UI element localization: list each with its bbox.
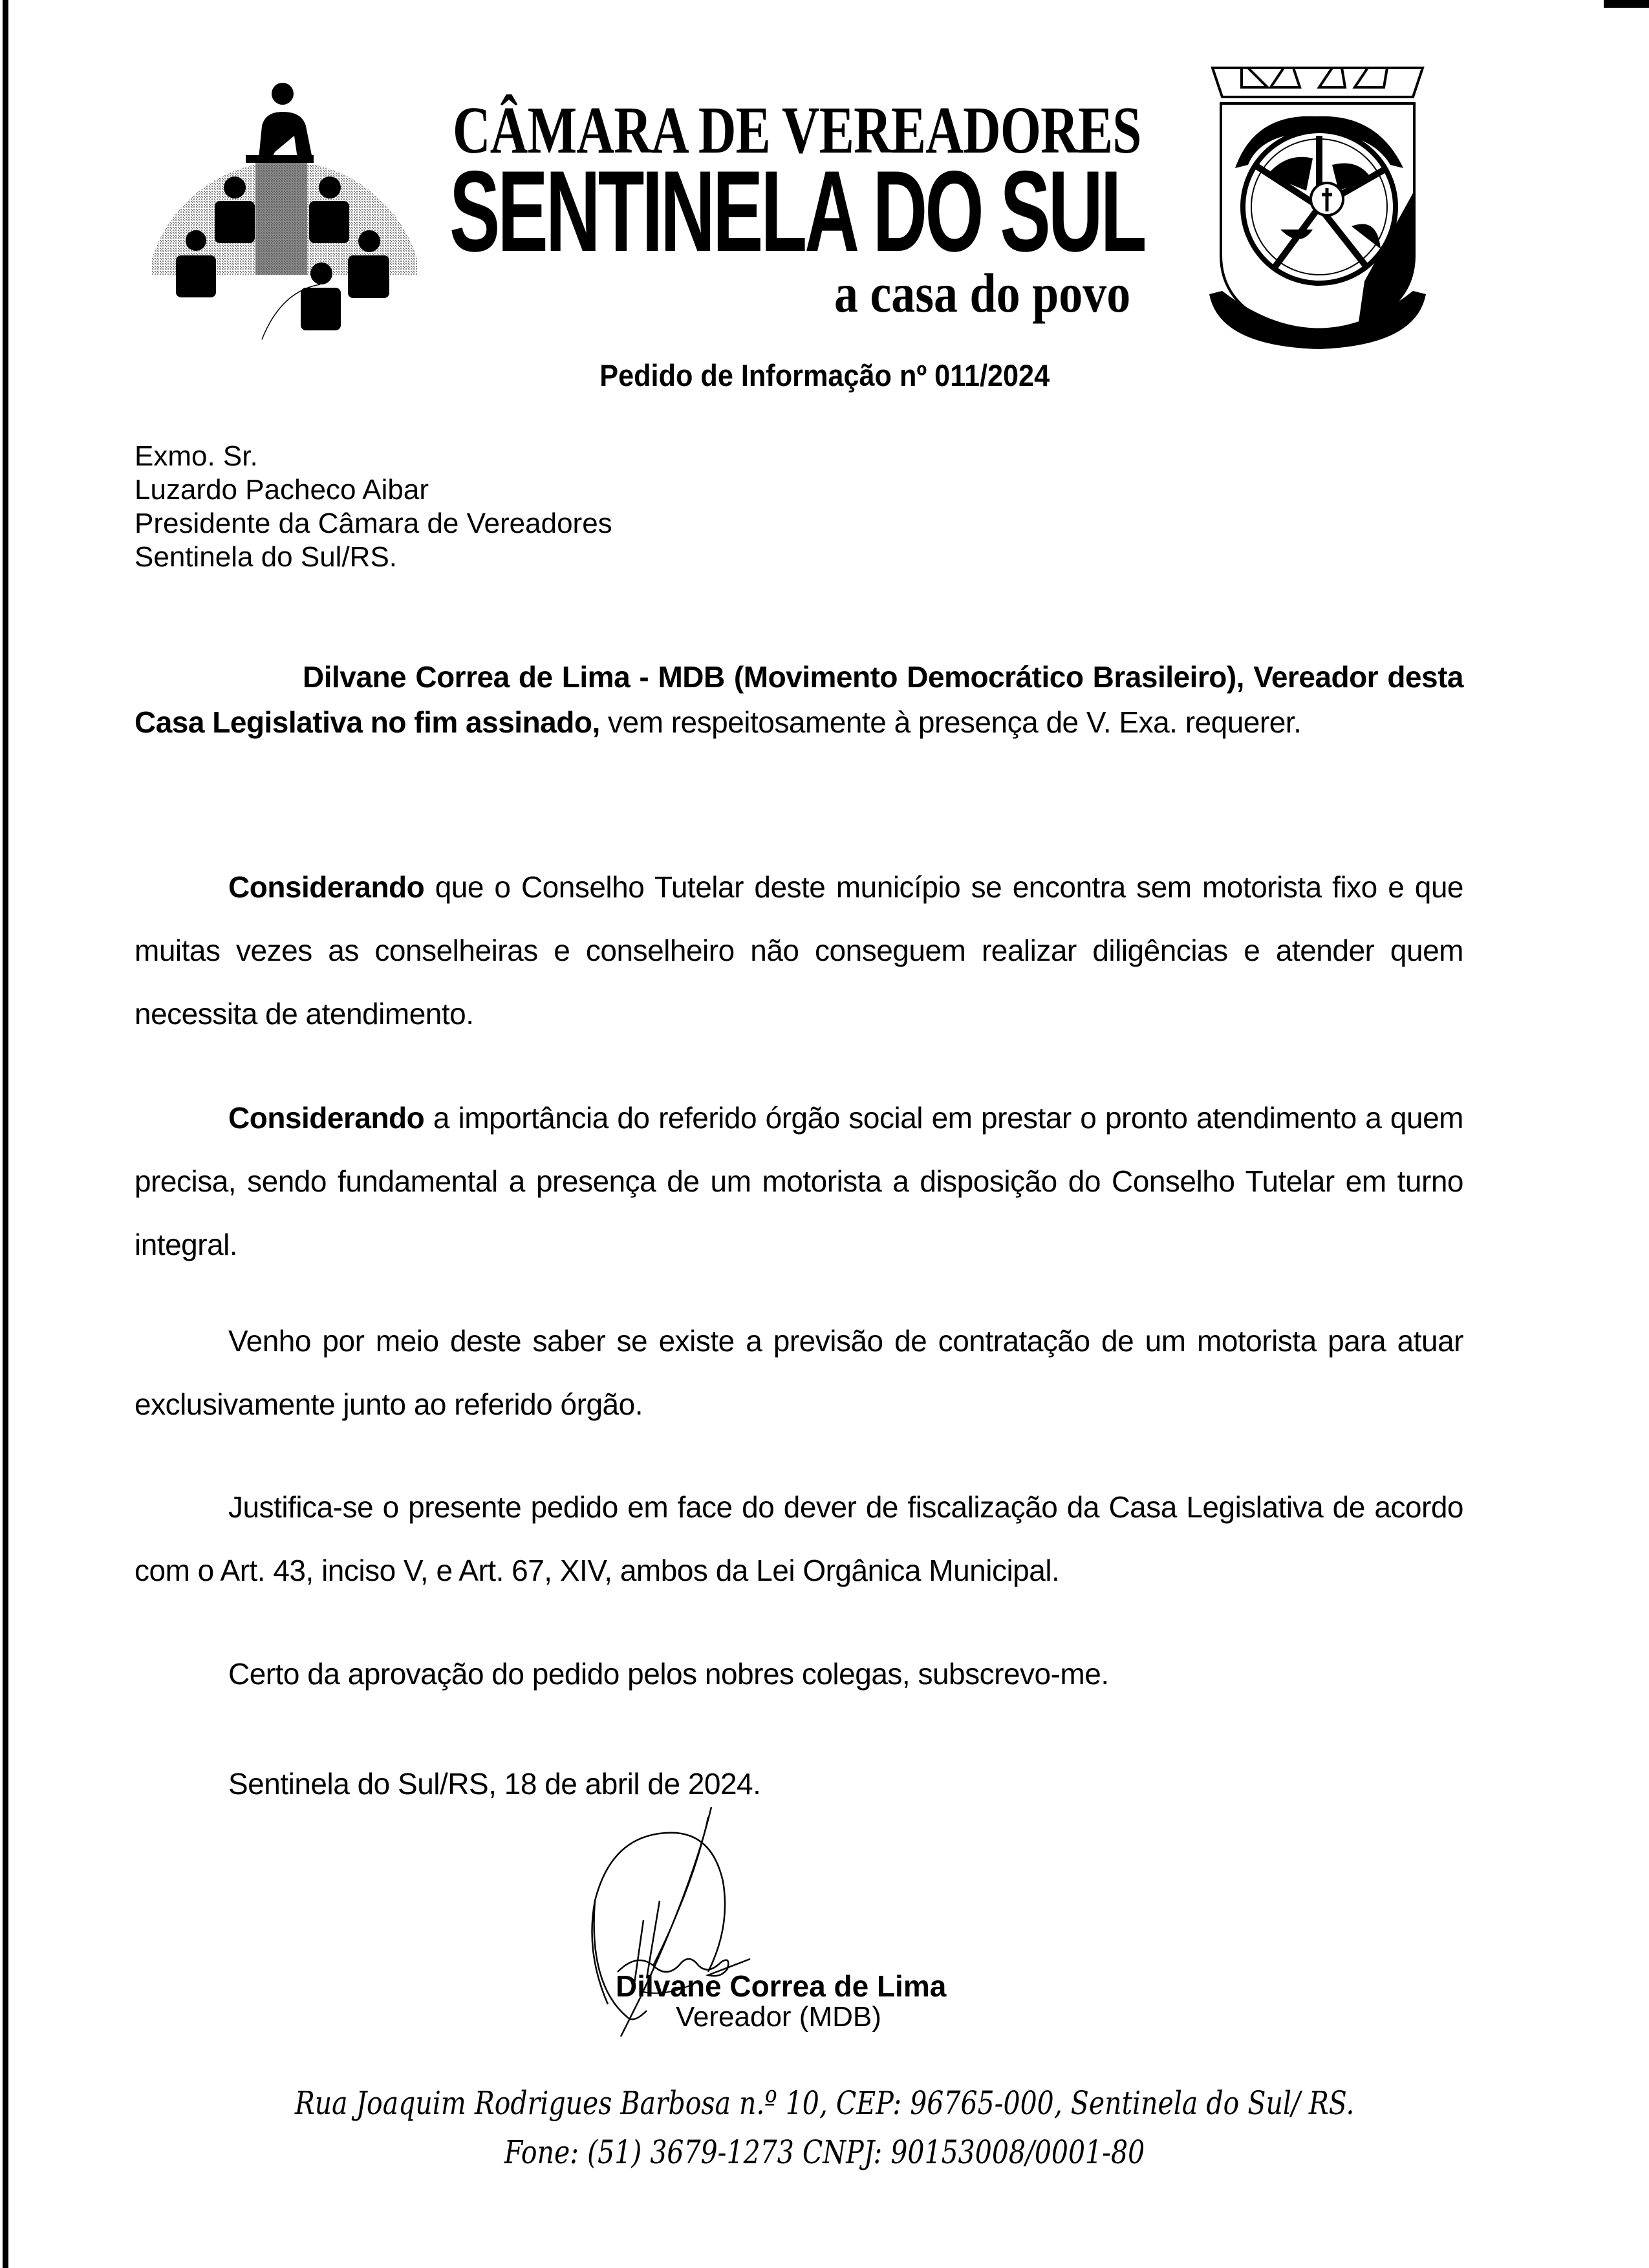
chamber-tagline: a casa do povo bbox=[834, 262, 1131, 324]
paragraph-text: Venho por meio deste saber se existe a previsão de contratação de um motorista para atuar exclusivamente junto ao referido órgão. bbox=[135, 1324, 1463, 1421]
addressee-salutation: Exmo. Sr. bbox=[135, 440, 258, 472]
paragraph-text: que o Conselho Tutelar deste município se encontra sem motorista fixo e que muitas vezes as conselheiras e conselheiro não conseguem realizar diligências e atender quem necessita de atendimento. bbox=[135, 870, 1463, 1031]
addressee-location: Sentinela do Sul/RS. bbox=[135, 541, 398, 573]
intro-author: Dilvane Correa de Lima - MDB (Movimento Democrático Brasileiro), Vereador desta Casa Legislativa no fim assinado, bbox=[135, 660, 1463, 739]
body-paragraph bbox=[135, 855, 1463, 1045]
paragraph-lead: Considerando bbox=[228, 870, 425, 904]
body-paragraph bbox=[135, 1086, 1463, 1276]
footer bbox=[0, 2079, 1649, 2177]
signer-name: Dilvane Correa de Lima bbox=[616, 1969, 947, 2003]
scan-mark-top-right bbox=[1604, 0, 1649, 8]
intro-paragraph bbox=[135, 654, 1463, 745]
footer-contact: Fone: (51) 3679-1273 CNPJ: 90153008/0001-80 bbox=[504, 2134, 1145, 2171]
addressee-block bbox=[135, 440, 612, 574]
addressee-title: Presidente da Câmara de Vereadores bbox=[135, 508, 612, 539]
paragraph-text: Certo da aprovação do pedido pelos nobres colegas, subscrevo-me. bbox=[228, 1657, 1109, 1691]
paragraph-text: a importância do referido órgão social em prestar o pronto atendimento a quem precisa, sendo fundamental a presença de um motorista a disposição do Conselho Tutelar em turno integral. bbox=[135, 1101, 1463, 1261]
closing-paragraph bbox=[135, 1642, 1463, 1706]
people-assembly-icon bbox=[139, 61, 449, 365]
body-paragraph bbox=[135, 1475, 1463, 1602]
document-title: Pedido de Informação nº 011/2024 bbox=[599, 358, 1050, 392]
body-paragraph bbox=[135, 1309, 1463, 1436]
chamber-title: CÂMARA DE VEREADORES bbox=[453, 93, 1141, 167]
addressee-name: Luzardo Pacheco Aibar bbox=[135, 474, 429, 506]
footer-address: Rua Joaquim Rodrigues Barbosa n.º 10, CEP: 96765-000, Sentinela do Sul/ RS. bbox=[294, 2084, 1355, 2122]
intro-text: vem respeitosamente à presença de V. Exa. requerer. bbox=[599, 705, 1302, 739]
signer-role: Vereador (MDB) bbox=[676, 2001, 881, 2033]
municipality-title: SENTINELA DO SUL bbox=[449, 147, 1145, 275]
municipal-coat-of-arms-icon bbox=[1203, 61, 1432, 352]
scan-border-left bbox=[3, 0, 8, 2268]
paragraph-lead: Considerando bbox=[228, 1101, 425, 1135]
paragraph-text: Sentinela do Sul/RS, 18 de abril de 2024. bbox=[228, 1767, 761, 1801]
paragraph-text: Justifica-se o presente pedido em face do dever de fiscalização da Casa Legislativa de acordo com o Art. 43, inciso V, e Art. 67, XIV, ambos da Lei Orgânica Municipal. bbox=[135, 1490, 1463, 1587]
